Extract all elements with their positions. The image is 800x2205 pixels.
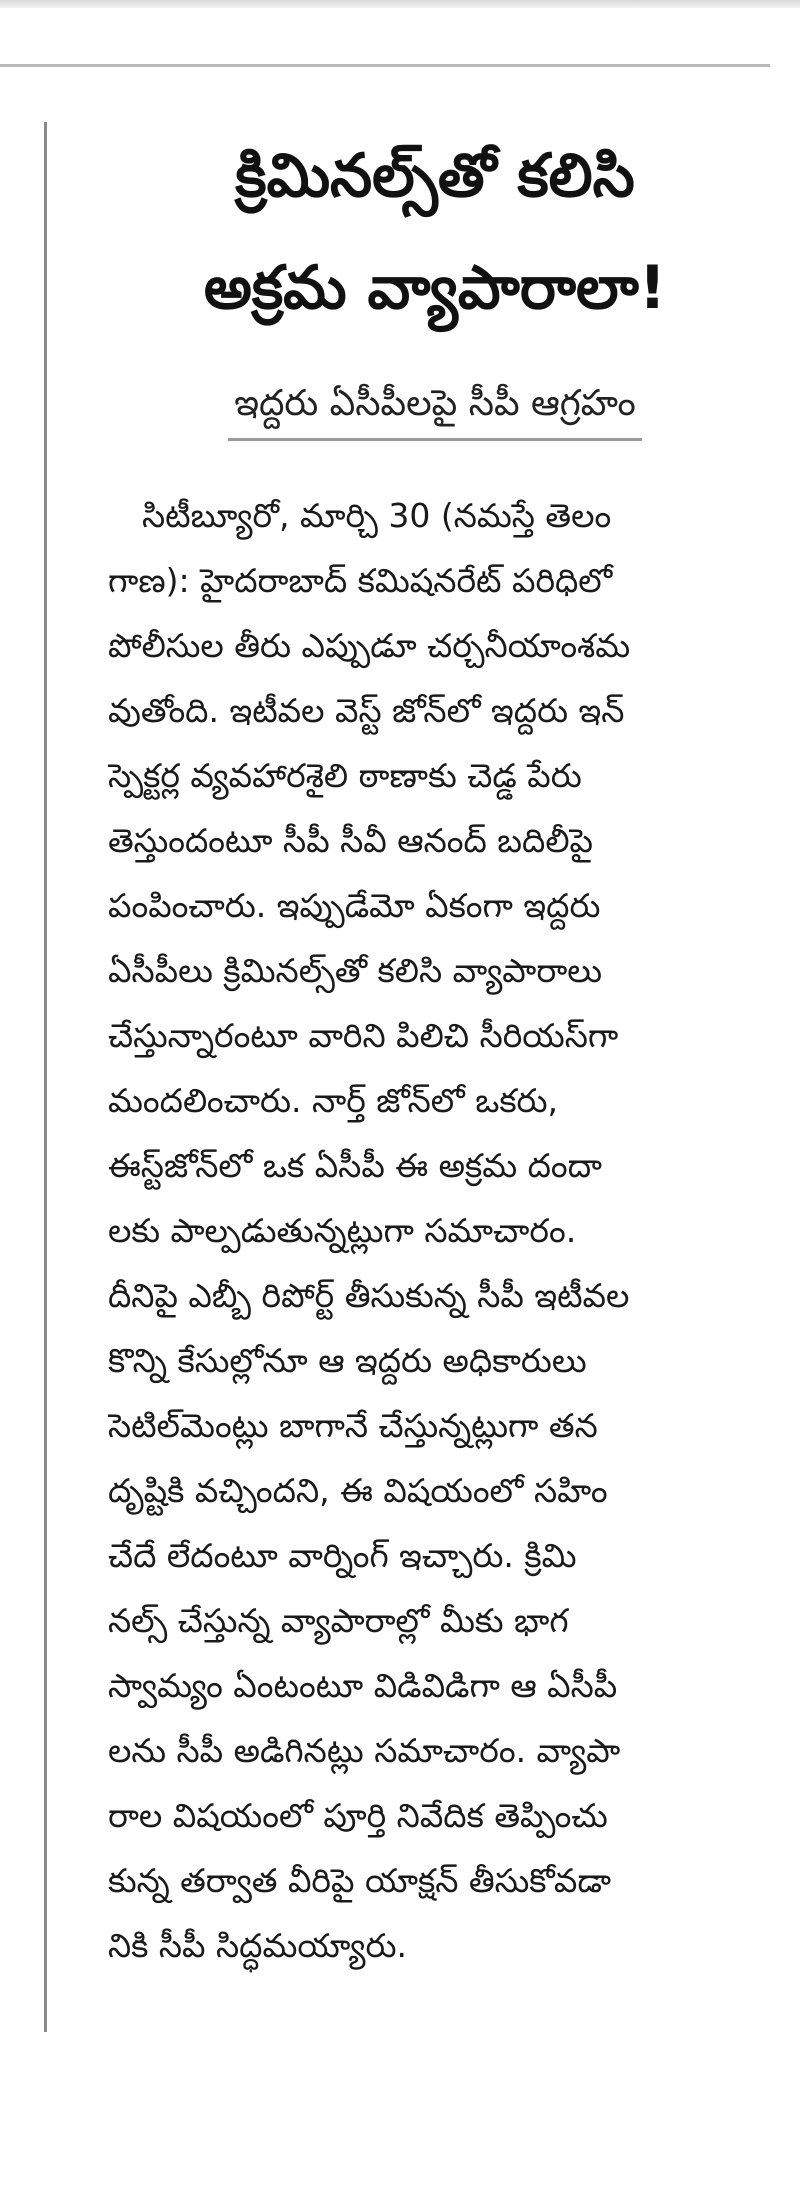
body-line: కొన్ని కేసుల్లోనూ ఆ ఇద్దరు అధికారులు — [108, 1341, 587, 1380]
top-page-strip — [0, 0, 800, 8]
body-line: వుతోంది. ఇటీవల వెస్ట్ జోన్‌లో ఇద్దరు ఇన్ — [108, 691, 625, 730]
body-line: రాల విషయంలో పూర్తి నివేదిక తెప్పించు — [108, 1796, 608, 1835]
subheading-container — [108, 376, 762, 441]
body-line: ఏసీపీలు క్రిమినల్స్‌తో కలిసి వ్యాపారాలు — [108, 951, 603, 990]
body-line: దృష్టికి వచ్చిందని, ఈ విషయంలో సహిం — [108, 1471, 608, 1510]
body-line: నికి సీపీ సిద్ధమయ్యారు. — [108, 1926, 408, 1965]
headline-line-2: అక్రమ వ్యాపారాలా! — [203, 253, 667, 323]
body-line: లను సీపీ అడిగినట్లు సమాచారం. వ్యాపా — [108, 1731, 621, 1770]
body-line: పంపించారు. ఇప్పుడేమో ఏకంగా ఇద్దరు — [108, 886, 601, 925]
body-line: పోలీసుల తీరు ఎప్పుడూ చర్చనీయాంశమ — [108, 626, 631, 665]
body-line: చేస్తున్నారంటూ వారిని పిలిచి సీరియస్‌గా — [108, 1016, 619, 1055]
body-line: గాణ): హైదరాబాద్ కమిషనరేట్ పరిధిలో — [108, 561, 613, 600]
article-headline — [108, 120, 762, 344]
body-line: చేదే లేదంటూ వార్నింగ్ ఇచ్చారు. క్రిమి — [108, 1536, 577, 1575]
news-article — [108, 120, 762, 1978]
body-line: లకు పాల్పడుతున్నట్లుగా సమాచారం. — [108, 1211, 577, 1250]
body-line: నల్స్ చేస్తున్న వ్యాపారాల్లో మీకు భాగ — [108, 1601, 569, 1640]
article-subheading: ఇద్దరు ఏసీపీలపై సీపీ ఆగ్రహం — [228, 376, 642, 441]
body-line: మందలించారు. నార్త్ జోన్‌లో ఒకరు, — [108, 1081, 559, 1120]
headline-line-1: క్రిమినల్స్‌తో కలిసి — [235, 141, 635, 211]
body-line: స్వామ్యం ఏంటంటూ విడివిడిగా ఆ ఏసీపీ — [108, 1666, 618, 1705]
body-line: తెస్తుందంటూ సీపీ సీవీ ఆనంద్ బదిలీపై — [108, 821, 593, 860]
body-line: స్పెక్టర్ల వ్యవహారశైలి ఠాణాకు చెడ్డ పేరు — [108, 756, 582, 795]
body-line: సెటిల్‌మెంట్లు బాగానే చేస్తున్నట్లుగా తన — [108, 1406, 598, 1445]
top-divider-rule — [0, 64, 770, 67]
body-line: దీనిపై ఎబ్బీ రిపోర్ట్ తీసుకున్న సీపీ ఇటీవల — [108, 1276, 630, 1315]
body-line: కున్న తర్వాత వీరిపై యాక్షన్ తీసుకోవడా — [108, 1861, 612, 1900]
column-divider-rule — [44, 122, 47, 2032]
body-line: సిటీబ్యూరో, మార్చి 30 (నమస్తే తెలం — [142, 496, 612, 535]
body-line: ఈస్ట్‌జోన్‌లో ఒక ఏసీపీ ఈ అక్రమ దందా — [108, 1146, 602, 1185]
article-body — [108, 483, 762, 1978]
